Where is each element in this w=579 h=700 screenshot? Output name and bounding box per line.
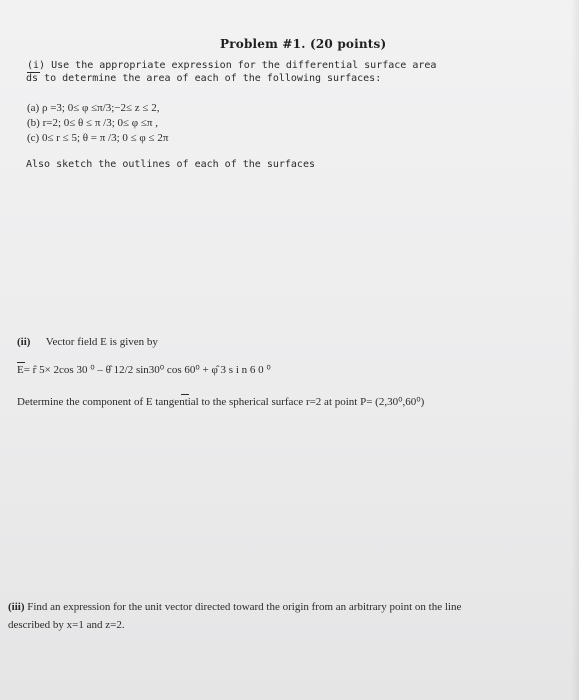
part-i-item-b: (b) r=2; 0≤ θ ≤ π /3; 0≤ φ ≤π , [27, 117, 158, 129]
ds-symbol: ds [26, 73, 39, 84]
part-iii-line-1 [8, 601, 461, 613]
part-i-line-1 [27, 60, 436, 71]
problem-title: Problem #1. (20 points) [220, 37, 387, 51]
part-iii-label: (iii) [8, 601, 25, 613]
part-ii-label: (ii) [17, 336, 31, 348]
part-i-item-a: (a) ρ =3; 0≤ φ ≤π/3;−2≤ z ≤ 2, [27, 102, 160, 114]
part-i-text-2: to determine the area of each of the following surfaces: [38, 73, 382, 84]
part-i-sketch-instruction: Also sketch the outlines of each of the surfaces [26, 159, 315, 170]
part-ii-intro: Vector field E is given by [45, 336, 158, 348]
e-vector-overbar [17, 362, 25, 363]
part-iii-line-2: described by x=1 and z=2. [8, 619, 125, 631]
part-ii-equation: E= r̂ 5× 2cos 30 ⁰ – θ̂ 12/2 sin30⁰ cos 60⁰ + φ̂ 3 s i n 6 0 ⁰ [17, 364, 271, 376]
ds-overbar [27, 72, 40, 73]
part-ii-question: Determine the component of E tangential to the spherical surface r=2 at point P= (2,30⁰,60⁰) [17, 396, 425, 408]
paper-edge-shadow [571, 0, 579, 700]
part-ii-intro-line [17, 336, 158, 348]
part-i-line-2 [26, 73, 381, 84]
part-i-label: (i) [27, 60, 46, 71]
part-i-item-c: (c) 0≤ r ≤ 5; θ = π /3; 0 ≤ φ ≤ 2π [27, 132, 169, 144]
e-tangential-overbar [181, 394, 189, 395]
part-i-text-1: Use the appropriate expression for the differential surface area [51, 60, 437, 71]
part-iii-text-1: Find an expression for the unit vector directed toward the origin from an arbitrary point on the line [27, 601, 462, 613]
